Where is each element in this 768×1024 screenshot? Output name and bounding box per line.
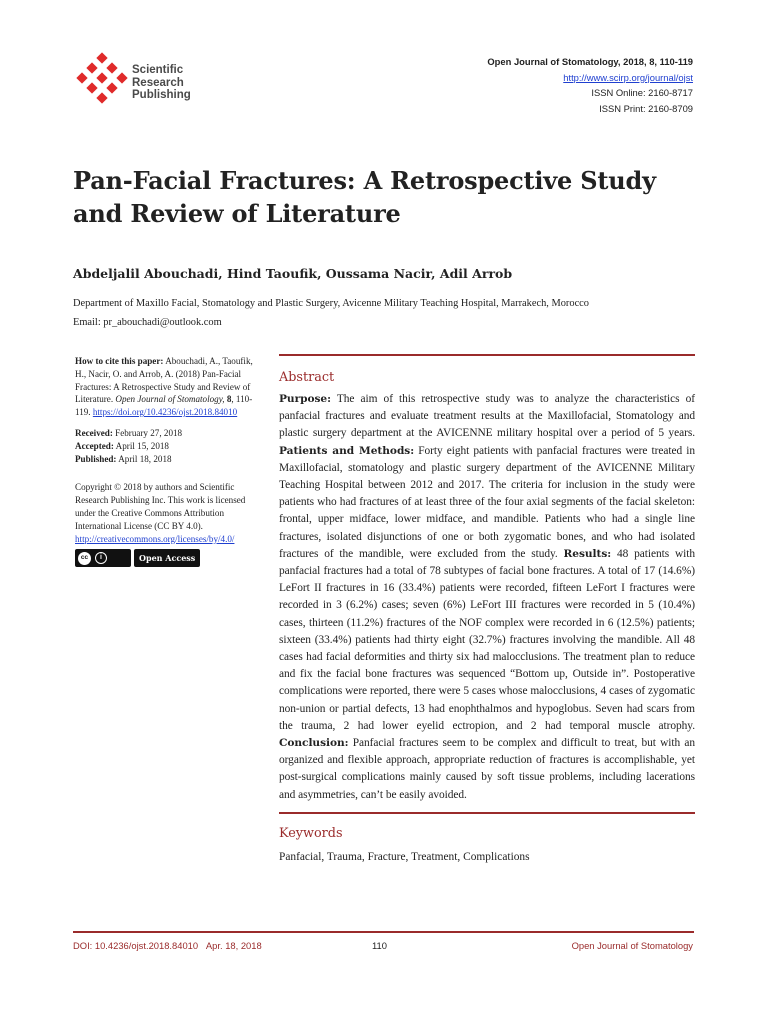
journal-info: [487, 54, 693, 116]
footer-journal: Open Journal of Stomatology: [571, 940, 693, 951]
email: Email: pr_abouchadi@outlook.com: [73, 317, 222, 328]
cc-by-badge[interactable]: [75, 549, 131, 567]
received-date: Received: February 27, 2018: [75, 427, 183, 438]
published-date: Published: April 18, 2018: [75, 453, 172, 464]
abstract-body: Purpose: The aim of this retrospective study was to analyze the characteristics of panfacial fractures and evaluate treatment results at the Maxillofacial, Stomatology and plastic surgery department at the AVICENNE military hospital over a period of 5 years. Patients and Methods: Forty eight patients with panfacial fractures were treated in Maxillofacial, stomatology and plastic surgery department of the AVICENNE Military Teaching Hospital between 2012 and 2017. The criteria for inclusion in the study were patients who had fractures of at least three of the four axial segments of the facial skeleton: frontal, upper midface, lower midface, and mandible. Patients who had a single line fractures, isolated disjunctions of one or both zygomatic bones, and who had isolated fractures of the mandible, were excluded from the study. Results: 48 patients with panfacial fractures had a total of 78 subtypes of facial bone fractures. A total of 17 (14.6%) LeFort II fractures in 16 (33.4%) patients were recorded, fifteen LeFort I fractures were recorded in 3 (6.2%) cases; seven (6%) LeFort III fractures were recorded in 5 (10.4%) cases, thirteen (11.2%) fractures of the NOF complex were recorded in 6 (12.5%) patients; sixteen (33.4%) patients had thirty eight (32.7%) fractures involving the mandible. All 48 cases had facial deformities and thirty six had malocclusions. The treatment plan to reduce and fix the facial bone fractures was sequenced “Bottom up, Outside in”. Postoperative complications were reported, there were 5 cases whose malocclusions, 4 cases of zygomatic non-union or partial defects, 13 had enophthalmos and hypoglobus. Seven had scars from the trauma, 2 had lower eyelid ectropion, and 2 had temporal muscle atrophy. Conclusion: Panfacial fractures seem to be complex and difficult to treat, but with an organized and flexible approach, appropriate reduction of fractures is accomplishable, yet post-surgical complications mainly caused by soft tissue problems, including lacerations and asymmetries, can’t be easily avoided.: [279, 393, 695, 801]
license-link[interactable]: http://creativecommons.org/licenses/by/4.0/: [75, 533, 235, 544]
accepted-date: Accepted: April 15, 2018: [75, 440, 169, 451]
publisher-logo: [74, 52, 204, 112]
main-column: [279, 354, 695, 863]
how-to-cite: How to cite this paper: Abouchadi, A., Taoufik, H., Nacir, O. and Arrob, A. (2018) Pan-Facial Fractures: A Retrospective Study and Review of Literature. Open Journal of Stomatology, 8, 110-119. https://doi.org/10.4236/ojst.2018.84010: [75, 356, 253, 418]
abstract-heading: Abstract: [279, 370, 335, 385]
copyright-notice: Copyright © 2018 by authors and Scientific Research Publishing Inc. This work is licensed under the Creative Commons Attribution International License (CC BY 4.0).: [75, 482, 246, 531]
open-access-badge[interactable]: Open Access: [134, 549, 200, 567]
section-divider: [279, 812, 695, 814]
issn-print: ISSN Print: 2160-8709: [599, 102, 693, 114]
affiliation: Department of Maxillo Facial, Stomatology and Plastic Surgery, Avicenne Military Teaching Hospital, Marrakech, Morocco: [73, 298, 589, 309]
footer-doi: DOI: 10.4236/ojst.2018.84010 Apr. 18, 2018: [73, 940, 262, 951]
footer-divider: [73, 931, 694, 933]
attribution-icon: i: [95, 552, 107, 564]
authors: Abdeljalil Abouchadi, Hind Taoufik, Oussama Nacir, Adil Arrob: [73, 266, 513, 281]
article-sidebar: [75, 355, 263, 567]
publisher-diamond-icon: [74, 52, 130, 108]
journal-url-link[interactable]: http://www.scirp.org/journal/ojst: [563, 71, 693, 83]
publisher-name: Scientific Research Publishing: [132, 64, 191, 101]
paper-title: Pan-Facial Fractures: A Retrospective Study and Review of Literature: [73, 166, 656, 228]
keywords-heading: Keywords: [279, 825, 343, 841]
journal-citation: Open Journal of Stomatology, 2018, 8, 110-119: [487, 56, 693, 67]
creative-commons-icon: cc: [78, 552, 91, 565]
page-number: 110: [372, 940, 387, 951]
doi-link[interactable]: https://doi.org/10.4236/ojst.2018.84010: [92, 407, 238, 418]
issn-online: ISSN Online: 2160-8717: [591, 87, 693, 98]
section-divider: [279, 354, 695, 356]
keywords-list: Panfacial, Trauma, Fracture, Treatment, Complications: [279, 850, 530, 863]
